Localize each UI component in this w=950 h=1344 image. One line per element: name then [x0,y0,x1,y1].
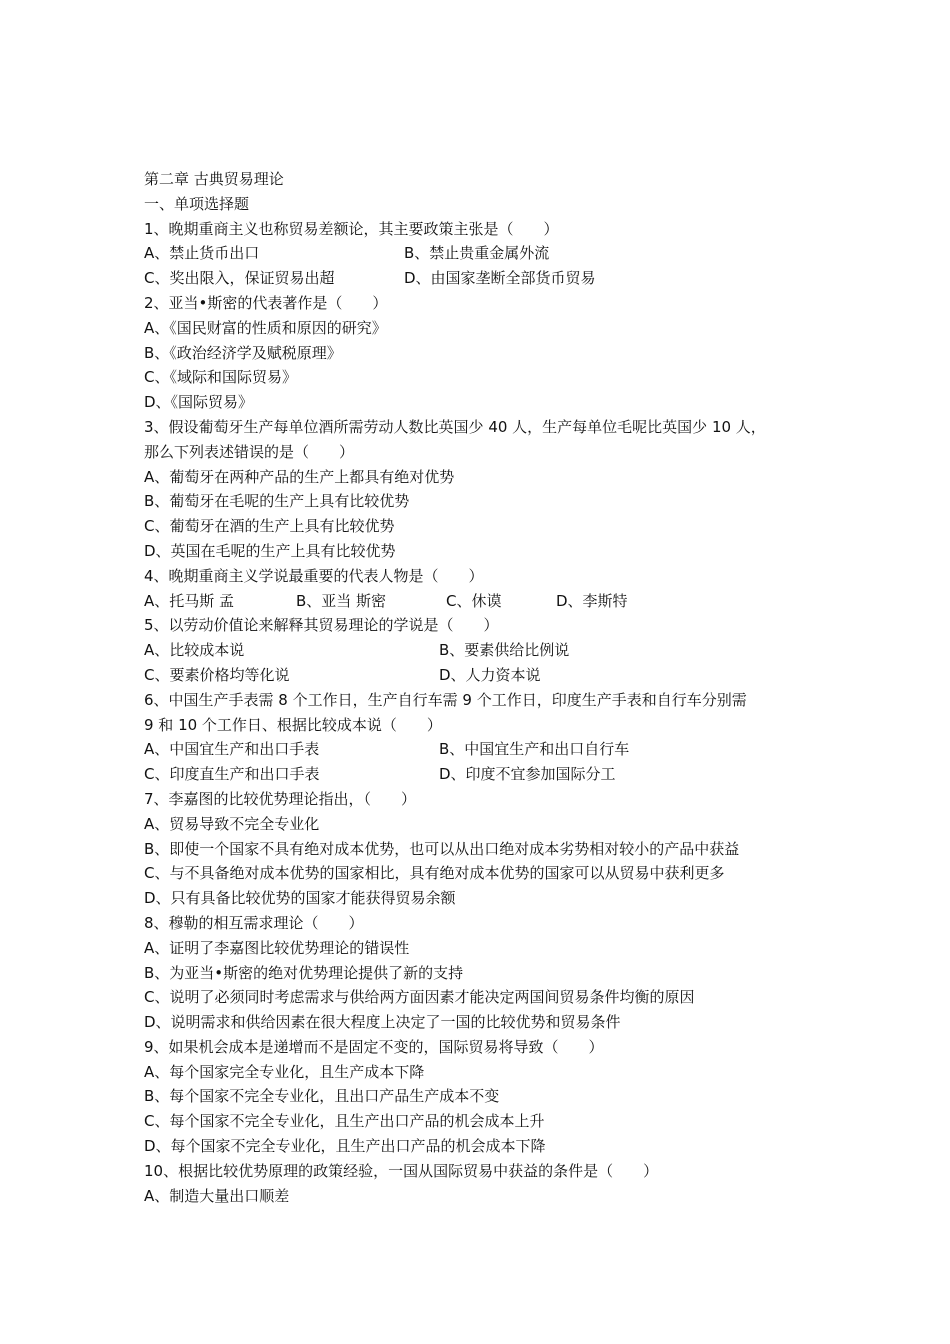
question-8-option-a: A、证明了李嘉图比较优势理论的错误性 [144,938,410,957]
question-4-option-d: D、李斯特 [556,591,628,610]
question-1-options-row-2 [144,266,812,291]
question-7-stem: 7、李嘉图的比较优势理论指出，（ ） [144,789,417,808]
question-8-option-c: C、说明了必须同时考虑需求与供给两方面因素才能决定两国间贸易条件均衡的原因 [144,988,695,1007]
question-5-option-d: D、人力资本说 [439,665,541,684]
question-3-stem-line-1: 3、假设葡萄牙生产每单位酒所需劳动人数比英国少 40 人，生产每单位毛呢比英国少 10 人， [144,417,766,436]
question-5-option-a: A、比较成本说 [144,641,245,660]
question-3-stem-line-2: 那么下列表述错误的是（ ） [144,442,355,461]
question-6-stem-line-1: 6、中国生产手表需 8 个工作日，生产自行车需 9 个工作日，印度生产手表和自行车分别需 [144,690,747,709]
question-6-option-c: C、印度直生产和出口手表 [144,765,320,784]
question-1-option-c: C、奖出限入，保证贸易出超 [144,269,335,288]
section-title: 一、单项选择题 [144,194,250,213]
question-5-options-row-1 [144,638,812,663]
question-3-option-c: C、葡萄牙在酒的生产上具有比较优势 [144,517,395,536]
question-2-option-c: C、《域际和国际贸易》 [144,368,297,387]
question-9-option-a: A、每个国家完全专业化，且生产成本下降 [144,1062,425,1081]
question-4-stem: 4、晚期重商主义学说最重要的代表人物是（ ） [144,566,484,585]
question-7-option-c: C、与不具备绝对成本优势的国家相比，具有绝对成本优势的国家可以从贸易中获利更多 [144,864,725,883]
question-8-stem: 8、穆勒的相互需求理论（ ） [144,913,364,932]
question-2-stem: 2、亚当•斯密的代表著作是（ ） [144,293,388,312]
question-5-options-row-2 [144,663,812,688]
question-9-option-c: C、每个国家不完全专业化，且生产出口产品的机会成本上升 [144,1112,545,1131]
question-2-option-b: B、《政治经济学及赋税原理》 [144,343,342,362]
question-4-option-a: A、托马斯 孟 [144,591,235,610]
question-1-stem: 1、晚期重商主义也称贸易差额论，其主要政策主张是（ ） [144,219,559,238]
question-6-stem-line-2: 9 和 10 个工作日、根据比较成本说（ ） [144,715,442,734]
question-1-option-a: A、禁止货币出口 [144,244,260,263]
question-6-option-a: A、中国宜生产和出口手表 [144,740,320,759]
question-8-option-d: D、说明需求和供给因素在很大程度上决定了一国的比较优势和贸易条件 [144,1013,621,1032]
question-3-option-a: A、葡萄牙在两种产品的生产上都具有绝对优势 [144,467,455,486]
question-7-option-d: D、只有具备比较优势的国家才能获得贸易余额 [144,889,456,908]
question-5-option-b: B、要素供给比例说 [439,641,570,660]
question-4-option-b: B、亚当 斯密 [296,591,387,610]
question-8-option-b: B、为亚当•斯密的绝对优势理论提供了新的支持 [144,963,464,982]
document-body [144,167,812,1208]
chapter-title: 第二章 古典贸易理论 [144,170,284,188]
question-10-option-a: A、制造大量出口顺差 [144,1186,290,1205]
question-9-option-d: D、每个国家不完全专业化，且生产出口产品的机会成本下降 [144,1137,546,1156]
question-1-options-row-1 [144,241,812,266]
question-6-option-d: D、印度不宜参加国际分工 [439,765,616,784]
question-1-option-d: D、由国家垄断全部货币贸易 [404,269,596,288]
question-10-stem: 10、根据比较优势原理的政策经验，一国从国际贸易中获益的条件是（ ） [144,1161,659,1180]
question-1-option-b: B、禁止贵重金属外流 [404,244,550,263]
question-6-options-row-1 [144,737,812,762]
question-9-stem: 9、如果机会成本是递增而不是固定不变的，国际贸易将导致（ ） [144,1037,604,1056]
question-4-options-row [144,589,812,614]
question-5-stem: 5、以劳动价值论来解释其贸易理论的学说是（ ） [144,616,499,635]
question-2-option-d: D、《国际贸易》 [144,393,254,412]
question-5-option-c: C、要素价格均等化说 [144,665,290,684]
question-3-option-b: B、葡萄牙在毛呢的生产上具有比较优势 [144,492,410,511]
question-4-option-c: C、休谟 [446,591,502,610]
question-3-option-d: D、英国在毛呢的生产上具有比较优势 [144,541,396,560]
question-6-options-row-2 [144,762,812,787]
question-9-option-b: B、每个国家不完全专业化，且出口产品生产成本不变 [144,1087,500,1106]
question-6-option-b: B、中国宜生产和出口自行车 [439,740,630,759]
question-7-option-a: A、贸易导致不完全专业化 [144,814,320,833]
question-7-option-b: B、即使一个国家不具有绝对成本优势，也可以从出口绝对成本劣势相对较小的产品中获益 [144,839,740,858]
question-2-option-a: A、《国民财富的性质和原因的研究》 [144,318,387,337]
